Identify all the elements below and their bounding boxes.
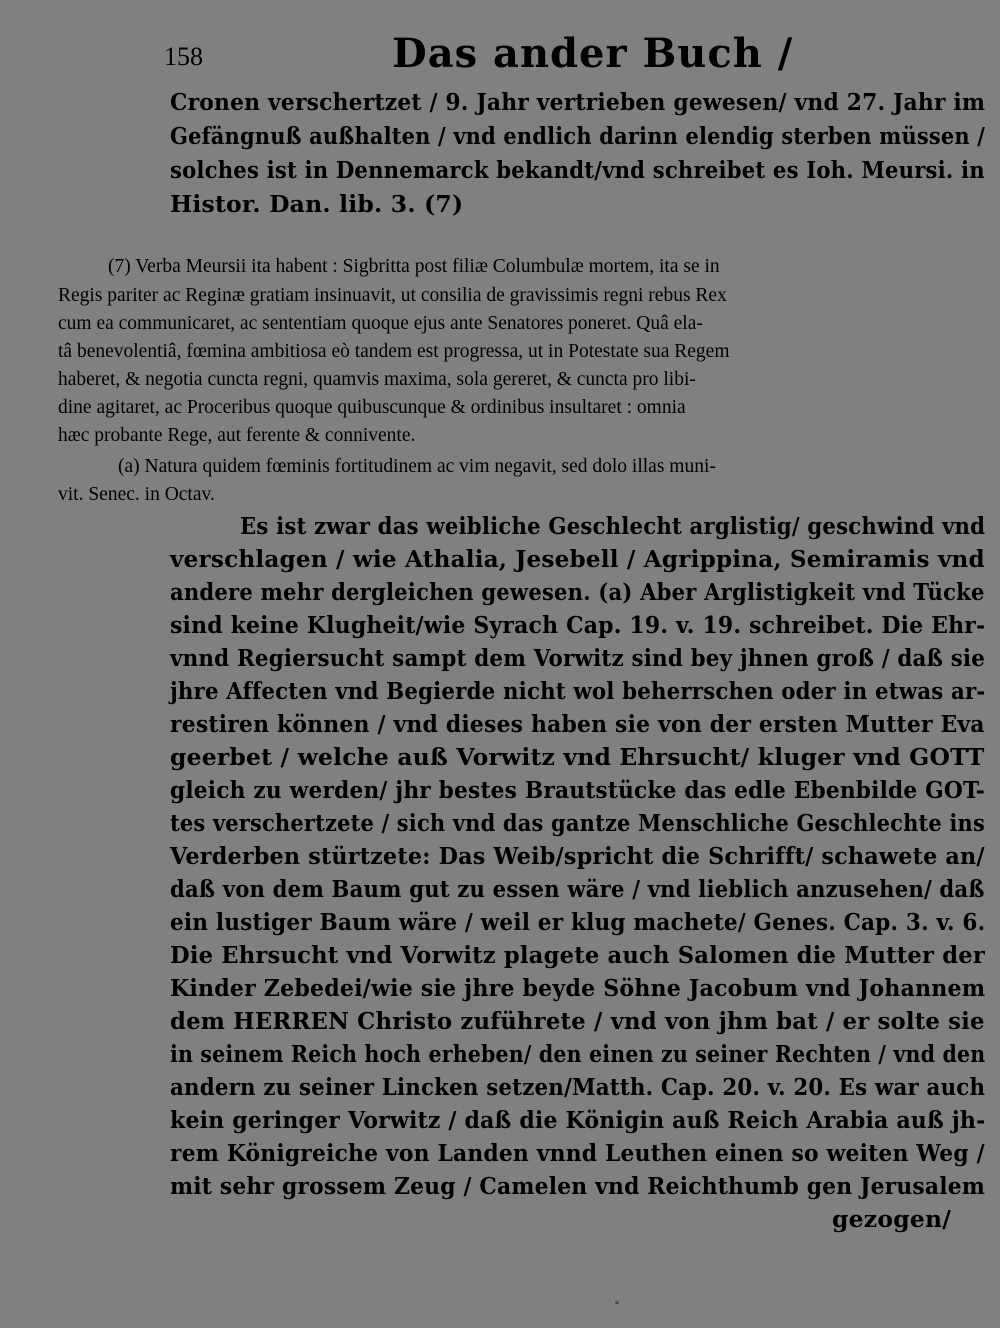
intro-line-2: Gefängnuß außhalten / vnd endlich darinn elendig sterben müssen / xyxy=(170,122,986,150)
main-line-15: Kinder Zebedei/wie sie jhre beyde Söhne Jacobum vnd Johannem xyxy=(170,974,986,1002)
catchword: gezogen/ xyxy=(832,1205,952,1233)
main-line-5: vnnd Regiersucht sampt dem Vorwitz sind bey jhnen groß / daß sie xyxy=(170,644,986,672)
main-line-8: geerbet / welche auß Vorwitz vnd Ehrsucht/ kluger vnd GOTT xyxy=(170,743,985,771)
main-line-18: andern zu seiner Lincken setzen/Matth. Cap. 20. v. 20. Es war auch xyxy=(170,1073,986,1101)
main-line-11: Verderben stürtzete: Das Weib/spricht die Schrifft/ schawete an/ xyxy=(170,842,985,870)
main-line-6: jhre Affecten vnd Begierde nicht wol beherrschen oder in etwas ar- xyxy=(170,677,986,705)
footnote-line-3: cum ea communicaret, ac sententiam quoque ejus ante Senatores poneret. Quâ ela- xyxy=(58,313,703,334)
footnote-line-4: tâ benevolentiâ, fœmina ambitiosa eò tandem est progressa, ut in Potestate sua Regem xyxy=(58,341,730,362)
page-number: 158 xyxy=(164,42,203,71)
main-line-16: dem HERREN Christo zuführete / vnd von jhm bat / er solte sie xyxy=(170,1007,985,1035)
bottom-mark: ° xyxy=(615,1300,619,1311)
footnote-line-9: vit. Senec. in Octav. xyxy=(58,484,215,505)
footnote-line-2: Regis pariter ac Reginæ gratiam insinuavit, ut consilia de gravissimis regni rebus Rex xyxy=(58,285,727,306)
main-line-20: rem Königreiche von Landen vnnd Leuthen einen so weiten Weg / xyxy=(170,1139,985,1167)
main-line-1: Es ist zwar das weibliche Geschlecht arglistig/ geschwind vnd xyxy=(240,512,986,540)
footnote-line-8: (a) Natura quidem fœminis fortitudinem ac vim negavit, sed dolo illas muni- xyxy=(118,456,716,477)
footnote-line-5: haberet, & negotia cuncta regni, quamvis maxima, sola gereret, & cuncta pro libi- xyxy=(58,369,696,390)
intro-line-4: Histor. Dan. lib. 3. (7) xyxy=(170,190,464,218)
intro-line-3: solches ist in Dennemarck bekandt/vnd schreibet es Ioh. Meursi. in xyxy=(170,156,985,184)
main-line-10: tes verschertzete / sich vnd das gantze Menschliche Geschlechte ins xyxy=(170,809,985,837)
main-line-9: gleich zu werden/ jhr bestes Brautstücke das edle Ebenbilde GOT- xyxy=(170,776,985,804)
main-line-14: Die Ehrsucht vnd Vorwitz plagete auch Salomen die Mutter der xyxy=(170,941,985,969)
main-line-4: sind keine Klugheit/wie Syrach Cap. 19. v. 19. schreibet. Die Ehr- xyxy=(170,611,986,639)
footnote-line-6: dine agitaret, ac Proceribus quoque quibuscunque & ordinibus insultaret : omnia xyxy=(58,397,686,418)
footnote-line-7: hæc probante Rege, aut ferente & connivente. xyxy=(58,425,416,446)
main-line-13: ein lustiger Baum wäre / weil er klug machete/ Genes. Cap. 3. v. 6. xyxy=(170,908,986,936)
main-line-17: in seinem Reich hoch erheben/ den einen zu seiner Rechten / vnd den xyxy=(170,1040,986,1068)
main-line-12: daß von dem Baum gut zu essen wäre / vnd lieblich anzusehen/ daß xyxy=(170,875,985,903)
main-line-2: verschlagen / wie Athalia, Jesebell / Agrippina, Semiramis vnd xyxy=(170,545,985,573)
running-head: Das ander Buch / xyxy=(392,30,794,77)
main-line-3: andere mehr dergleichen gewesen. (a) Aber Arglistigkeit vnd Tücke xyxy=(170,578,985,606)
main-line-19: kein geringer Vorwitz / daß die Königin auß Reich Arabia auß jh- xyxy=(170,1106,986,1134)
main-line-21: mit sehr grossem Zeug / Camelen vnd Reichthumb gen Jerusalem xyxy=(170,1172,986,1200)
intro-line-1: Cronen verschertzet / 9. Jahr vertrieben gewesen/ vnd 27. Jahr im xyxy=(170,88,986,116)
main-line-7: restiren können / vnd dieses haben sie von der ersten Mutter Eva xyxy=(170,710,985,738)
footnote-line-1: (7) Verba Meursii ita habent : Sigbritta post filiæ Columbulæ mortem, ita se in xyxy=(108,256,720,277)
